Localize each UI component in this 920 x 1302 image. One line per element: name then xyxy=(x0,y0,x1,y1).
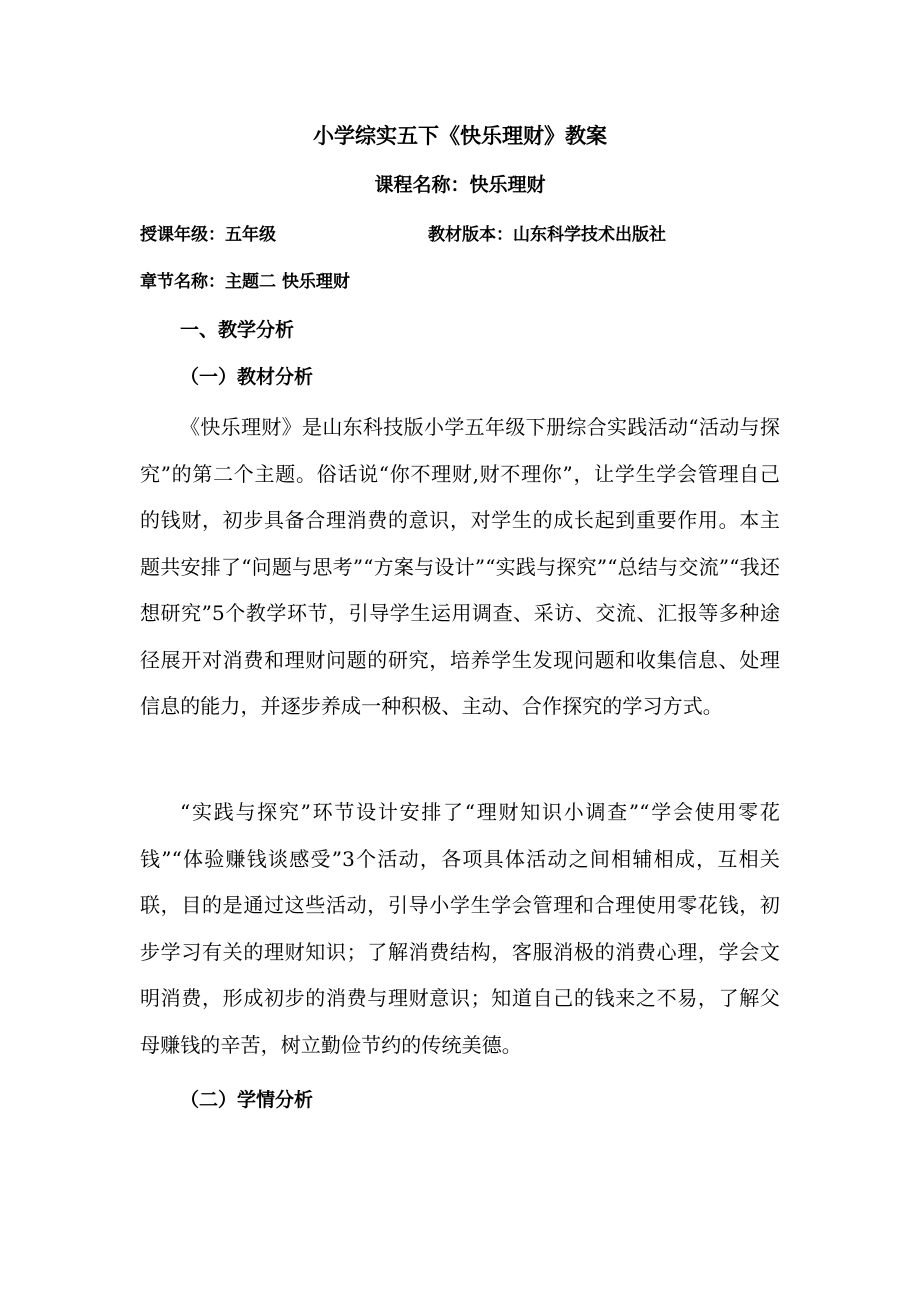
grade-label: 授课年级：五年级 xyxy=(140,225,276,245)
section-heading-teaching-analysis: 一、教学分析 xyxy=(180,319,295,341)
subsection-heading-student-analysis: （二）学情分析 xyxy=(180,1089,314,1111)
paragraph-textbook-analysis: 《快乐理财》是山东科技版小学五年级下册综合实践活动“活动与探究”的第二个主题。俗话说“你不理财,财不理你”，让学生学会管理自己的钱财，初步具备合理消费的意识，对学生的成长起到重要作用。本主题共安排了“问题与思考”“方案与设计”“实践与探究”“总结与交流”“我还想研究”5个教学环节，引导学生运用调查、采访、交流、汇报等多种途径展开对消费和理财问题的研究，培养学生发现问题和收集信息、处理信息的能力，并逐步养成一种积极、主动、合作探究的学习方式。 xyxy=(140,415,780,718)
document-title: 小学综实五下《快乐理财》教案 xyxy=(313,124,607,148)
paragraph-practice-inquiry: “实践与探究”环节设计安排了“理财知识小调查”“学会使用零花钱”“体验赚钱谈感受”3个活动，各项具体活动之间相辅相成，互相关联，目的是通过这些活动，引导小学生学会管理和合理使用零花钱，初步学习有关的理财知识；了解消费结构，客服消极的消费心理，学会文明消费，形成初步的消费与理财意识；知道自己的钱来之不易，了解父母赚钱的辛苦，树立勤俭节约的传统美德。 xyxy=(140,800,780,1057)
edition-label: 教材版本：山东科学技术出版社 xyxy=(428,225,666,245)
course-name: 课程名称：快乐理财 xyxy=(374,174,546,196)
subsection-heading-textbook-analysis: （一）教材分析 xyxy=(180,366,314,388)
chapter-label: 章节名称：主题二 快乐理财 xyxy=(140,272,350,292)
